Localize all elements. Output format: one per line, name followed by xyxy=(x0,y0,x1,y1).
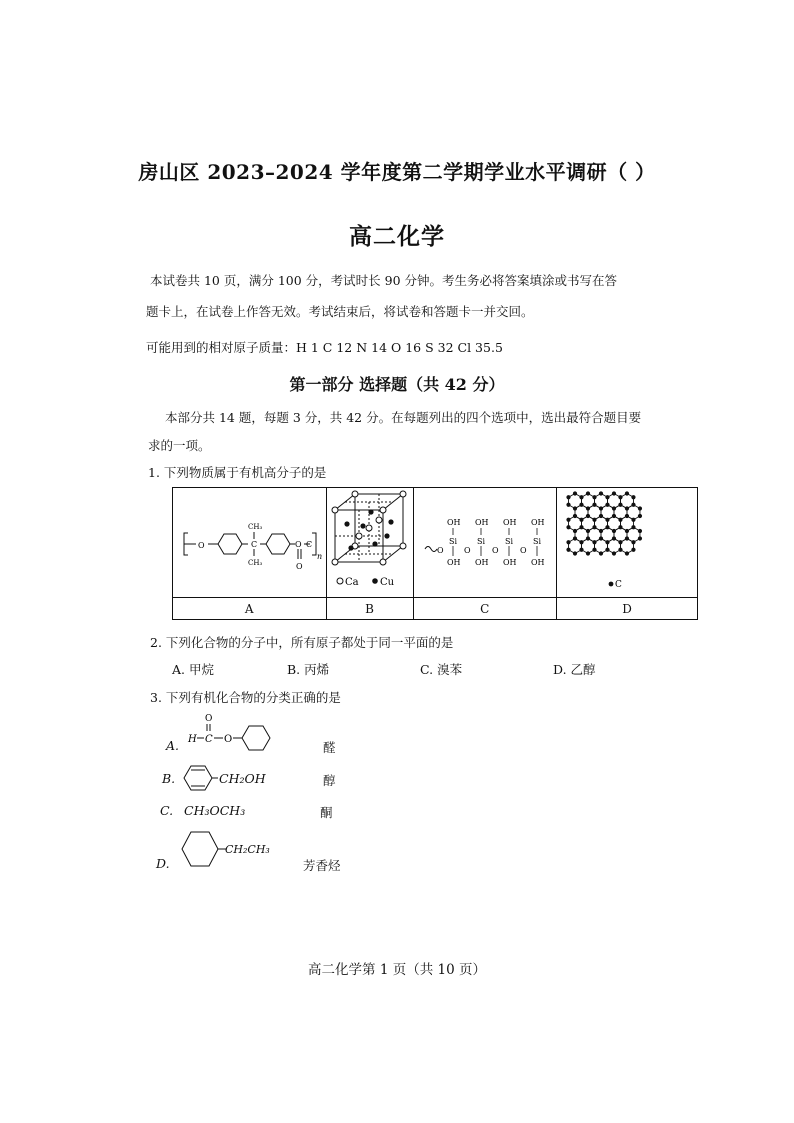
lattice-atom xyxy=(605,540,609,544)
lattice-atom xyxy=(599,491,603,495)
lattice-atom xyxy=(586,491,590,495)
q3-stem: 3. 下列有机化合物的分类正确的是 xyxy=(150,690,341,705)
a-carbonyl-c: C xyxy=(306,540,313,549)
a-ch3-top: CH₃ xyxy=(248,523,263,531)
a-ch3-bottom: CH₃ xyxy=(248,559,263,567)
lattice-atom xyxy=(573,514,577,518)
lattice-atom xyxy=(566,503,570,507)
svg-text:Si: Si xyxy=(504,537,513,546)
a-c-mid: C xyxy=(251,540,258,549)
lattice-atom xyxy=(625,551,629,555)
q1-option-a-figure xyxy=(173,488,327,598)
q2-option-a: A. 甲烷 xyxy=(172,662,214,677)
lattice-atom xyxy=(631,518,635,522)
lattice-atom xyxy=(638,506,642,510)
svg-text:OH: OH xyxy=(530,518,545,527)
intro-line-2: 题卡上，在试卷上作答无效。考试结束后，将试卷和答题卡一并交回。 xyxy=(146,304,534,319)
svg-text:C: C xyxy=(205,734,213,745)
lattice-atom xyxy=(631,540,635,544)
a-o-left: O xyxy=(198,541,205,550)
lattice-atom xyxy=(579,548,583,552)
lattice-atom xyxy=(573,536,577,540)
lattice-atom xyxy=(592,548,596,552)
svg-text:Si: Si xyxy=(476,537,485,546)
lattice-atom xyxy=(592,518,596,522)
q3-option-d-formula: CH₂CH₃ xyxy=(225,843,270,856)
q1-label-d: D xyxy=(557,598,698,620)
lattice-atom xyxy=(579,503,583,507)
lattice-atom xyxy=(605,518,609,522)
lattice-atom xyxy=(573,491,577,495)
svg-text:H: H xyxy=(188,734,197,745)
q2-stem: 2. 下列化合物的分子中，所有原子都处于同一平面的是 xyxy=(150,635,454,650)
lattice-atom xyxy=(573,529,577,533)
lattice-atom xyxy=(605,503,609,507)
lattice-atom xyxy=(579,518,583,522)
q3-option-a-letter: A. xyxy=(166,738,180,753)
svg-text:O: O xyxy=(519,546,527,555)
svg-text:O: O xyxy=(205,714,213,724)
svg-text:O: O xyxy=(491,546,499,555)
lattice-atom xyxy=(592,525,596,529)
lattice-atom xyxy=(586,506,590,510)
svg-text:OH: OH xyxy=(502,518,517,527)
svg-text:Si: Si xyxy=(532,537,541,546)
lattice-atom xyxy=(566,540,570,544)
lattice-atom xyxy=(612,514,616,518)
lattice-atom xyxy=(612,551,616,555)
lattice-atom xyxy=(638,536,642,540)
lattice-atom xyxy=(631,548,635,552)
q1-option-c-figure xyxy=(413,488,557,598)
lattice-atom xyxy=(618,525,622,529)
lattice-atom xyxy=(638,529,642,533)
lattice-atom xyxy=(579,540,583,544)
part1-instruction-2: 求的一项。 xyxy=(148,438,211,453)
lattice-atom xyxy=(599,536,603,540)
q1-label-c: C xyxy=(413,598,557,620)
polycarbonate-structure xyxy=(174,491,324,591)
part1-instruction-1: 本部分共 14 题，每题 3 分，共 42 分。在每题列出的四个选项中，选出最符合题目要 xyxy=(165,410,642,425)
lattice-atom xyxy=(579,495,583,499)
lattice-atom xyxy=(592,495,596,499)
q3-option-d-class: 芳香烃 xyxy=(303,858,341,873)
q3-option-c-formula: CH₃OCH₃ xyxy=(184,803,246,818)
lattice-atom xyxy=(605,548,609,552)
lattice-atom xyxy=(618,548,622,552)
q3-option-a-structure xyxy=(186,712,286,756)
lattice-atom xyxy=(566,495,570,499)
lattice-atom xyxy=(618,495,622,499)
exam-title: 房山区 2023–2024 学年度第二学期学业水平调研（ ） xyxy=(138,160,656,184)
lattice-atom xyxy=(566,525,570,529)
lattice-atom xyxy=(573,551,577,555)
svg-text:OH: OH xyxy=(474,558,489,567)
lattice-atom xyxy=(599,529,603,533)
lattice-atom xyxy=(573,506,577,510)
q3-option-a-class: 醛 xyxy=(323,740,336,755)
svg-text:OH: OH xyxy=(474,518,489,527)
lattice-atom xyxy=(631,503,635,507)
lattice-atom xyxy=(586,536,590,540)
q1-option-d-figure xyxy=(557,488,698,598)
lattice-atom xyxy=(566,518,570,522)
lattice-atom xyxy=(599,551,603,555)
q3-option-b-formula: CH₂OH xyxy=(219,771,266,786)
lattice-atom xyxy=(618,503,622,507)
svg-text:Si: Si xyxy=(448,537,457,546)
q3-option-c-class: 酮 xyxy=(320,805,333,820)
lattice-atom xyxy=(566,548,570,552)
b-legend-ca: Ca xyxy=(344,577,359,588)
lattice-atom xyxy=(638,514,642,518)
lattice-atom xyxy=(618,518,622,522)
q1-label-b: B xyxy=(326,598,413,620)
part1-heading: 第一部分 选择题（共 42 分） xyxy=(289,375,505,394)
d-legend-c: C xyxy=(615,580,622,590)
lattice-atom xyxy=(612,536,616,540)
lattice-atom xyxy=(631,495,635,499)
lattice-atom xyxy=(605,525,609,529)
lattice-atom xyxy=(625,529,629,533)
q3-option-b-ring xyxy=(178,760,218,796)
q2-option-d: D. 乙醇 xyxy=(553,662,596,677)
lattice-atom xyxy=(612,491,616,495)
a-o-right: O xyxy=(295,540,302,549)
lattice-atom xyxy=(579,525,583,529)
svg-text:OH: OH xyxy=(446,518,461,527)
crystal-cell-diagram xyxy=(327,488,413,594)
lattice-atom xyxy=(592,503,596,507)
q2-option-b: B. 丙烯 xyxy=(287,662,330,677)
graphene-lattice xyxy=(557,489,697,593)
a-carbonyl-o: O xyxy=(296,562,303,571)
q1-options-table xyxy=(172,487,698,620)
q3-option-d-letter: D. xyxy=(156,856,170,871)
svg-text:OH: OH xyxy=(502,558,517,567)
lattice-atom xyxy=(631,525,635,529)
q2-option-c: C. 溴苯 xyxy=(420,662,463,677)
silicic-acid-chain xyxy=(415,491,555,591)
q3-option-b-letter: B. xyxy=(162,771,176,786)
lattice-atom xyxy=(586,551,590,555)
subject-title: 高二化学 xyxy=(349,223,445,250)
q3-option-c-letter: C. xyxy=(160,803,174,818)
page-footer: 高二化学第 1 页（共 10 页） xyxy=(308,962,486,978)
lattice-atom xyxy=(592,540,596,544)
lattice-atom xyxy=(599,514,603,518)
lattice-atom xyxy=(625,491,629,495)
lattice-atom xyxy=(625,536,629,540)
q3-option-d-ring xyxy=(178,828,226,870)
q3-option-b-class: 醇 xyxy=(323,773,336,788)
svg-text:O: O xyxy=(463,546,471,555)
a-n: n xyxy=(317,552,323,561)
lattice-atom xyxy=(625,514,629,518)
intro-line-1: 本试卷共 10 页，满分 100 分，考试时长 90 分钟。考生务必将答案填涂或书写在答 xyxy=(150,273,618,288)
svg-text:OH: OH xyxy=(446,558,461,567)
q1-label-a: A xyxy=(173,598,327,620)
lattice-atom xyxy=(612,529,616,533)
svg-text:OH: OH xyxy=(530,558,545,567)
svg-text:O: O xyxy=(436,546,444,555)
b-legend-cu: Cu xyxy=(379,577,394,588)
atomic-masses: 可能用到的相对原子质量：H 1 C 12 N 14 O 16 S 32 Cl 35.5 xyxy=(146,340,503,355)
svg-text:O: O xyxy=(224,734,233,745)
lattice-atom xyxy=(605,495,609,499)
lattice-atom xyxy=(586,529,590,533)
lattice-atom xyxy=(625,506,629,510)
q1-option-b-figure xyxy=(326,488,413,598)
q1-stem: 1. 下列物质属于有机高分子的是 xyxy=(148,465,327,480)
lattice-atom xyxy=(599,506,603,510)
lattice-atom xyxy=(618,540,622,544)
lattice-atom xyxy=(612,506,616,510)
lattice-atom xyxy=(586,514,590,518)
